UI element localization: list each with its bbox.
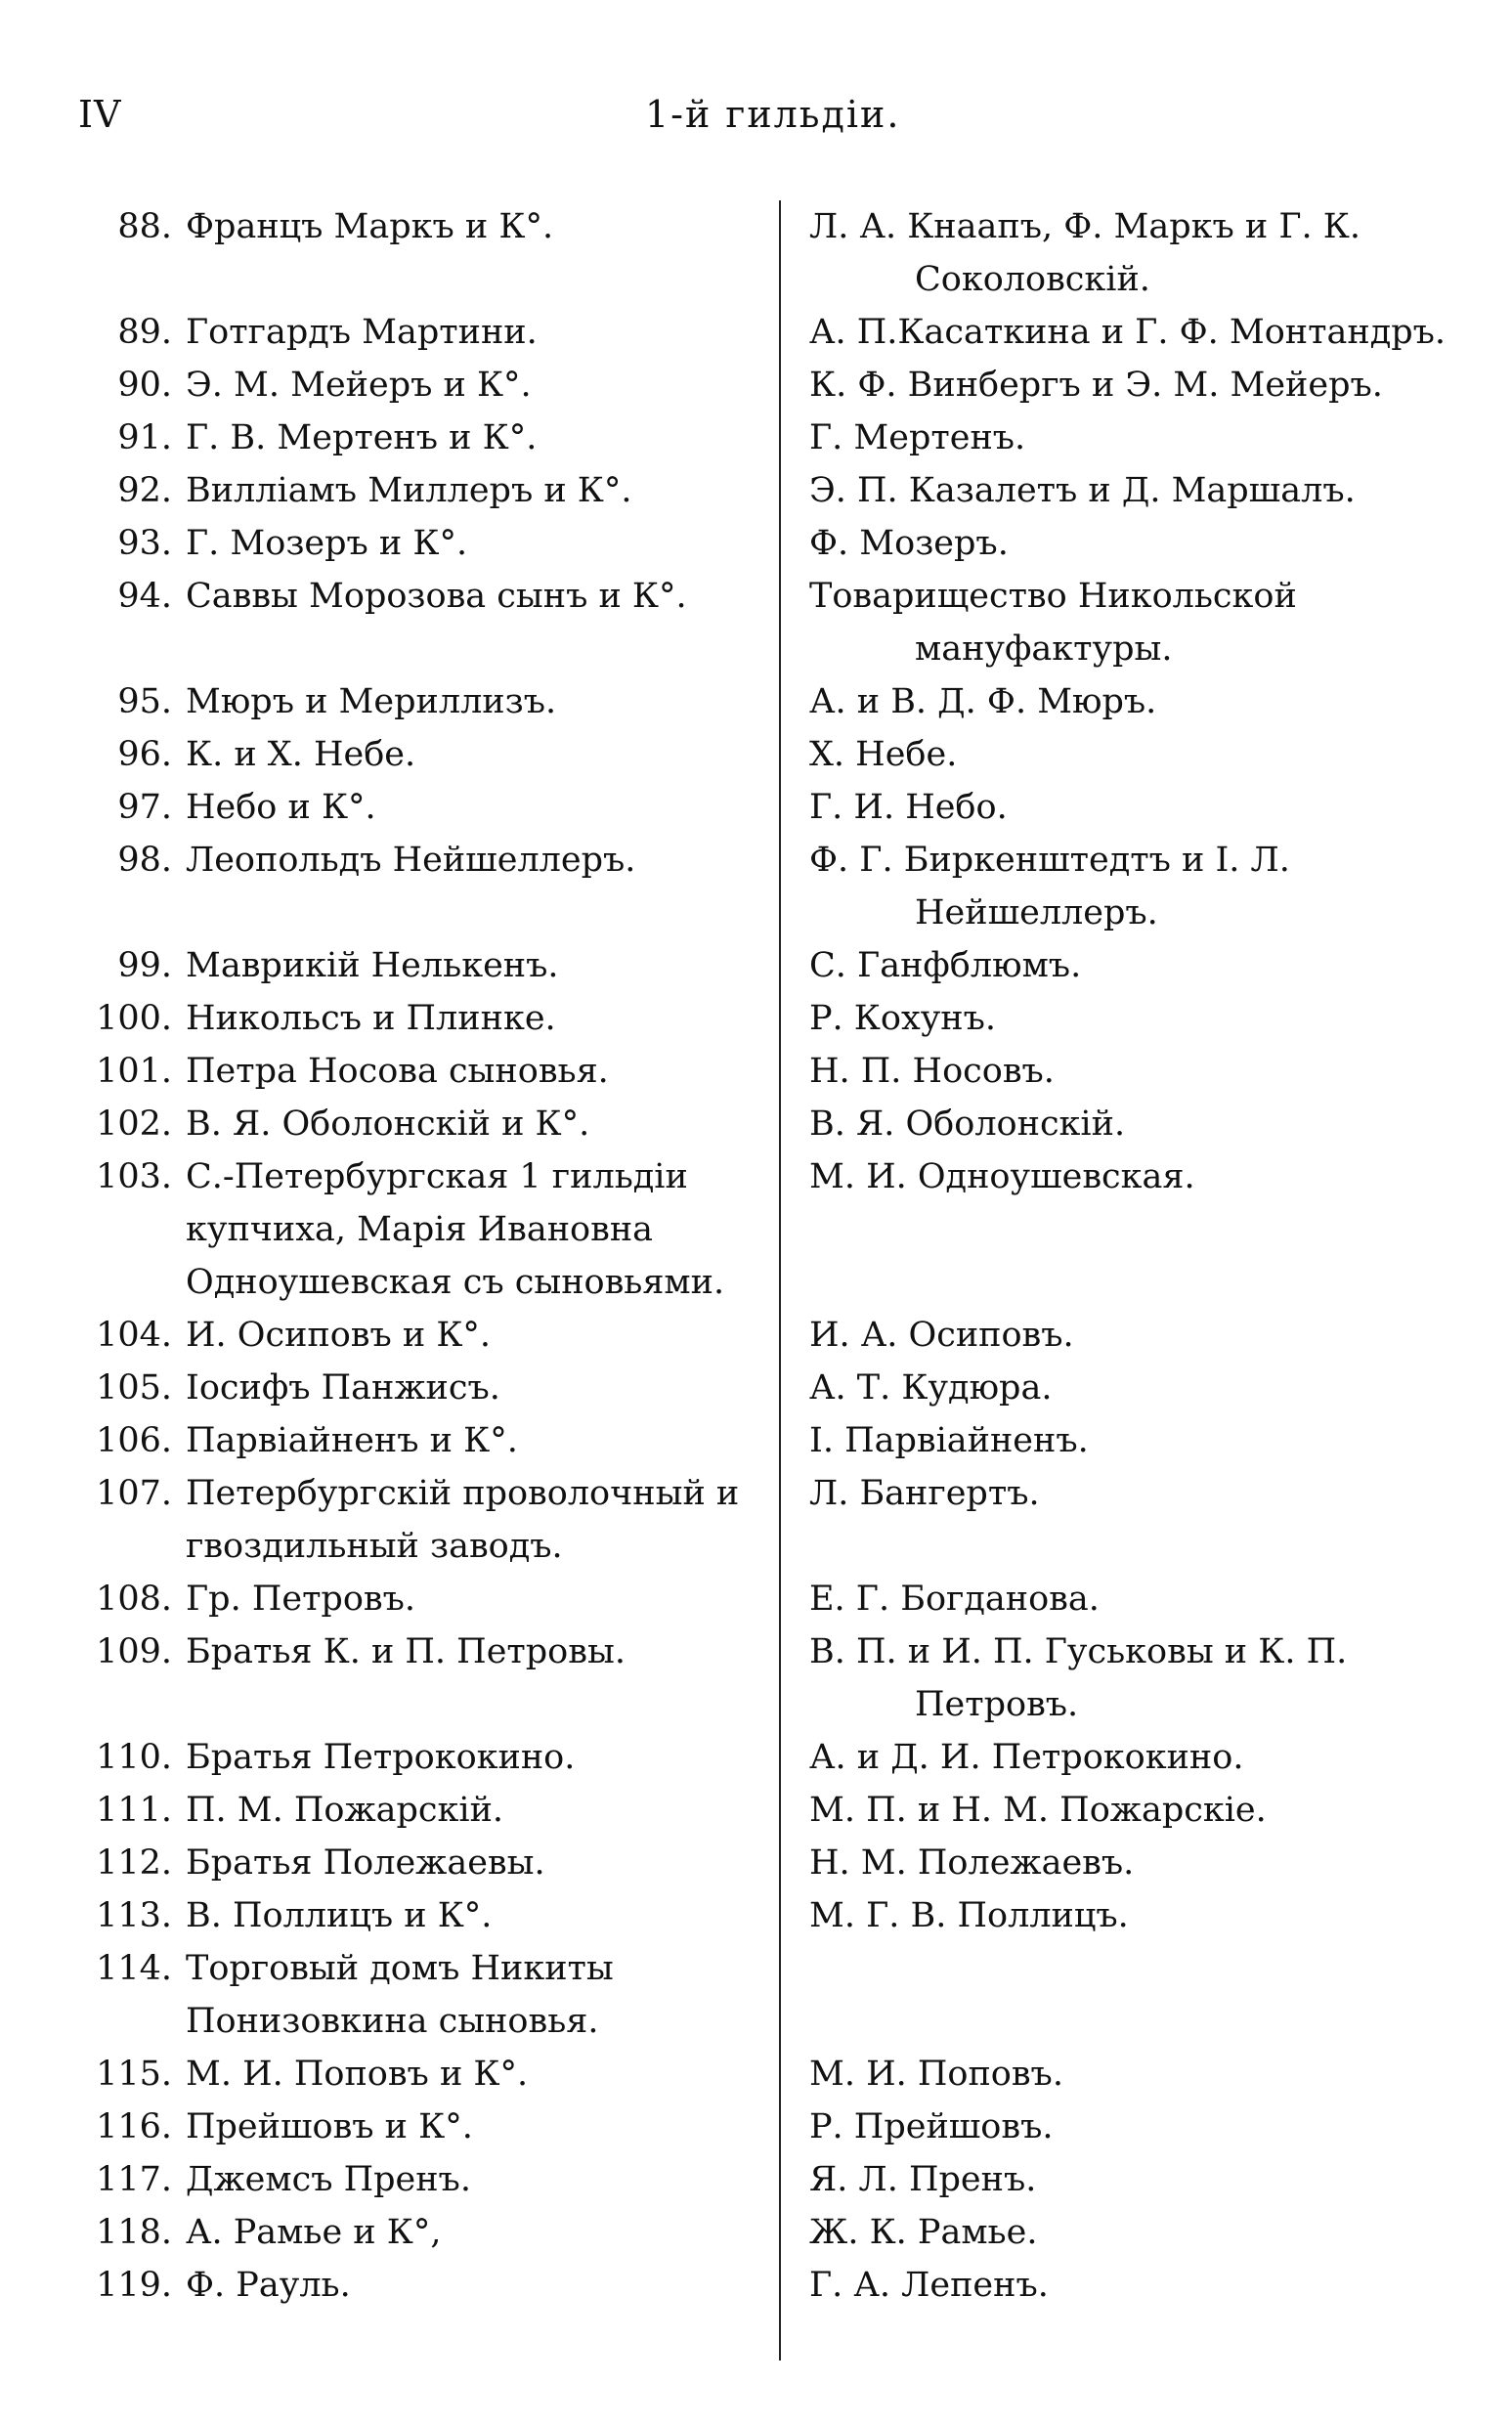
owners-cell [790, 1573, 1493, 1625]
firm-cell [0, 359, 757, 412]
firm-name-wrap [186, 1414, 757, 1467]
entry-row [0, 1837, 1512, 1889]
firm-cell [0, 834, 757, 887]
firm-name: Торговый домъ Никиты Понизовкина сыновья. [186, 1949, 614, 2041]
firm-name: Никольсъ и Плинке. [186, 999, 556, 1038]
owners-names: Э. П. Казалетъ и Д. Маршалъ. [809, 471, 1356, 510]
owners-names: Ф. Мозеръ. [809, 524, 1009, 563]
firm-name-wrap [186, 1573, 757, 1625]
firm-name: Петербургскій проволочный и гвоздильный заводъ. [186, 1474, 740, 1566]
owners-cell [790, 359, 1493, 412]
firm-name-wrap [186, 939, 757, 992]
entry-number: 100. [96, 999, 172, 1038]
entry-row [0, 992, 1512, 1045]
owners-names: Г. Мертенъ. [809, 418, 1026, 457]
running-title: 1-й гильдіи. [645, 93, 901, 136]
firm-cell [0, 570, 757, 623]
entry-number: 108. [96, 1580, 172, 1619]
owners-cell [790, 1889, 1493, 1942]
entry-number: 113. [96, 1896, 172, 1935]
entry-number: 98. [117, 841, 172, 880]
entry-number: 112. [96, 1843, 172, 1883]
entry-row [0, 412, 1512, 464]
owners-names: К. Ф. Винбергъ и Э. М. Мейеръ. [809, 366, 1383, 405]
owners-names: В. П. и И. П. Гуськовы и К. П. Петровъ. [809, 1632, 1348, 1724]
firm-name: С.-Петербургская 1 гильдіи купчиха, Марія Ивановна Одноушевская съ сыновьями. [186, 1157, 725, 1302]
firm-name: Парвіайненъ и К°. [186, 1421, 518, 1460]
firm-name-wrap [186, 1098, 757, 1150]
owners-cell [790, 781, 1493, 834]
entry-row [0, 2206, 1512, 2259]
firm-name: Францъ Маркъ и К°. [186, 207, 554, 246]
entry-row [0, 359, 1512, 412]
entry-number: 110. [96, 1738, 172, 1777]
firm-name: М. И. Поповъ и К°. [186, 2055, 529, 2094]
firm-cell [0, 992, 757, 1045]
entry-row [0, 1942, 1512, 2048]
entry-number: 103. [96, 1157, 172, 1196]
entry-number: 91. [117, 418, 172, 457]
firm-name: Братья К. и П. Петровы. [186, 1632, 626, 1671]
firm-name: П. М. Пожарскій. [186, 1791, 504, 1830]
page-number: IV [78, 93, 122, 136]
firm-name: Саввы Морозова сынъ и К°. [186, 577, 687, 616]
firm-name-wrap [186, 1045, 757, 1098]
entry-row [0, 2259, 1512, 2312]
firm-cell [0, 1045, 757, 1098]
entry-number: 105. [96, 1368, 172, 1408]
firm-cell [0, 1467, 757, 1573]
firm-cell [0, 1150, 757, 1309]
firm-cell [0, 1784, 757, 1837]
firm-name-wrap [186, 1467, 757, 1573]
owners-cell [790, 1414, 1493, 1467]
entry-number: 93. [117, 524, 172, 563]
firm-name-wrap [186, 359, 757, 412]
entry-number: 95. [117, 682, 172, 721]
firm-cell [0, 1098, 757, 1150]
owners-names: В. Я. Оболонскій. [809, 1105, 1126, 1144]
entry-number: 111. [96, 1791, 172, 1830]
entry-number: 114. [96, 1949, 172, 1988]
owners-names: М. И. Одноушевская. [809, 1157, 1195, 1196]
owners-cell [790, 1837, 1493, 1889]
firm-cell [0, 1889, 757, 1942]
entry-row [0, 2048, 1512, 2101]
firm-name-wrap [186, 1731, 757, 1784]
owners-names: І. Парвіайненъ. [809, 1421, 1089, 1460]
entry-number: 102. [96, 1105, 172, 1144]
owners-cell [790, 1467, 1493, 1520]
firm-cell [0, 1942, 757, 2048]
firm-name-wrap [186, 1837, 757, 1889]
entry-number: 116. [96, 2107, 172, 2146]
owners-cell [790, 1625, 1493, 1731]
firm-cell [0, 1573, 757, 1625]
firm-name: Леопольдъ Нейшеллеръ. [186, 841, 636, 880]
entries-list [0, 200, 1512, 2312]
owners-names: Р. Кохунъ. [809, 999, 997, 1038]
entry-row [0, 728, 1512, 781]
owners-names: А. Т. Кудюра. [809, 1368, 1053, 1408]
firm-name-wrap [186, 1150, 757, 1309]
owners-cell [790, 834, 1493, 939]
owners-names: Л. Бангертъ. [809, 1474, 1040, 1513]
owners-names: Р. Прейшовъ. [809, 2107, 1054, 2146]
entry-number: 94. [117, 577, 172, 616]
entry-row [0, 939, 1512, 992]
firm-cell [0, 1731, 757, 1784]
firm-name: Гр. Петровъ. [186, 1580, 416, 1619]
firm-name: Г. Мозеръ и К°. [186, 524, 468, 563]
firm-cell [0, 1625, 757, 1678]
firm-name: В. Я. Оболонскій и К°. [186, 1105, 590, 1144]
firm-name-wrap [186, 1309, 757, 1362]
owners-names: И. А. Осиповъ. [809, 1316, 1074, 1355]
entry-number: 90. [117, 366, 172, 405]
firm-name-wrap [186, 2101, 757, 2153]
owners-names: Н. П. Носовъ. [809, 1052, 1055, 1091]
entry-row [0, 1889, 1512, 1942]
firm-name-wrap [186, 464, 757, 517]
firm-name: Петра Носова сыновья. [186, 1052, 609, 1091]
firm-name: Готгардъ Мартини. [186, 313, 538, 352]
firm-name: В. Поллицъ и К°. [186, 1896, 493, 1935]
firm-cell [0, 2259, 757, 2312]
owners-cell [790, 412, 1493, 464]
entry-row [0, 1045, 1512, 1098]
owners-cell [790, 517, 1493, 570]
owners-cell [790, 728, 1493, 781]
owners-cell [790, 464, 1493, 517]
firm-name: Мюръ и Мериллизъ. [186, 682, 557, 721]
firm-name-wrap [186, 2048, 757, 2101]
firm-name-wrap [186, 2153, 757, 2206]
firm-cell [0, 412, 757, 464]
owners-names: А. и В. Д. Ф. Мюръ. [809, 682, 1157, 721]
firm-name-wrap [186, 1362, 757, 1414]
owners-cell [790, 2259, 1493, 2312]
firm-name: И. Осиповъ и К°. [186, 1316, 492, 1355]
firm-name: К. и Х. Небе. [186, 735, 416, 774]
owners-names: Ф. Г. Биркенштедтъ и І. Л. Нейшеллеръ. [809, 841, 1290, 932]
owners-cell [790, 1309, 1493, 1362]
firm-cell [0, 2101, 757, 2153]
owners-cell [790, 1784, 1493, 1837]
owners-names: Товарищество Никольской мануфактуры. [809, 577, 1297, 669]
entry-row [0, 834, 1512, 939]
firm-name: А. Рамье и К°, [186, 2213, 442, 2252]
entry-row [0, 781, 1512, 834]
firm-name-wrap [186, 517, 757, 570]
entry-row [0, 1150, 1512, 1309]
firm-name-wrap [186, 675, 757, 728]
owners-names: С. Ганфблюмъ. [809, 946, 1082, 985]
firm-name: Вилліамъ Миллеръ и К°. [186, 471, 632, 510]
entry-row [0, 1098, 1512, 1150]
entry-row [0, 306, 1512, 359]
firm-name-wrap [186, 834, 757, 887]
owners-cell [790, 2048, 1493, 2101]
entry-row [0, 1309, 1512, 1362]
firm-cell [0, 2048, 757, 2101]
owners-cell [790, 2153, 1493, 2206]
owners-cell [790, 200, 1493, 306]
entry-row [0, 2101, 1512, 2153]
owners-names: Я. Л. Пренъ. [809, 2160, 1037, 2199]
firm-cell [0, 728, 757, 781]
entry-row [0, 1731, 1512, 1784]
firm-cell [0, 464, 757, 517]
firm-name: Прейшовъ и К°. [186, 2107, 473, 2146]
entry-number: 109. [96, 1632, 172, 1671]
owners-cell [790, 675, 1493, 728]
entry-number: 117. [96, 2160, 172, 2199]
entry-number: 118. [96, 2213, 172, 2252]
entry-row [0, 517, 1512, 570]
entry-row [0, 1362, 1512, 1414]
owners-cell [790, 1150, 1493, 1203]
firm-name-wrap [186, 412, 757, 464]
firm-name: Ф. Рауль. [186, 2266, 351, 2305]
entry-row [0, 675, 1512, 728]
entry-number: 92. [117, 471, 172, 510]
entry-number: 104. [96, 1316, 172, 1355]
owners-names: Ж. К. Рамье. [809, 2213, 1038, 2252]
entry-number: 106. [96, 1421, 172, 1460]
firm-cell [0, 2206, 757, 2259]
entry-number: 107. [96, 1474, 172, 1513]
entry-row [0, 1573, 1512, 1625]
firm-name-wrap [186, 1625, 757, 1678]
firm-cell [0, 1414, 757, 1467]
firm-cell [0, 1309, 757, 1362]
firm-name: Маврикій Нелькенъ. [186, 946, 559, 985]
owners-names: Г. А. Лепенъ. [809, 2266, 1049, 2305]
entry-number: 96. [117, 735, 172, 774]
firm-cell [0, 1362, 757, 1414]
owners-names: М. П. и Н. М. Пожарскіе. [809, 1791, 1267, 1830]
owners-names: Х. Небе. [809, 735, 958, 774]
firm-name-wrap [186, 992, 757, 1045]
entry-row [0, 464, 1512, 517]
owners-names: Е. Г. Богданова. [809, 1580, 1100, 1619]
entry-row [0, 2153, 1512, 2206]
firm-name-wrap [186, 570, 757, 623]
firm-name-wrap [186, 2206, 757, 2259]
entry-row [0, 200, 1512, 306]
owners-cell [790, 1045, 1493, 1098]
entry-number: 89. [117, 313, 172, 352]
firm-name: Небо и К°. [186, 788, 376, 827]
owners-cell [790, 1362, 1493, 1414]
owners-names: Н. М. Полежаевъ. [809, 1843, 1135, 1883]
entry-number: 97. [117, 788, 172, 827]
firm-name-wrap [186, 200, 757, 253]
owners-names: М. И. Поповъ. [809, 2055, 1063, 2094]
owners-names: А. и Д. И. Петрококино. [809, 1738, 1244, 1777]
firm-name-wrap [186, 1784, 757, 1837]
firm-cell [0, 939, 757, 992]
firm-name: Г. В. Мертенъ и К°. [186, 418, 538, 457]
firm-name: Джемсъ Пренъ. [186, 2160, 471, 2199]
firm-name-wrap [186, 1889, 757, 1942]
entry-row [0, 1625, 1512, 1731]
owners-names: Г. И. Небо. [809, 788, 1008, 827]
page-header [78, 93, 1466, 152]
firm-name-wrap [186, 306, 757, 359]
owners-names: Л. А. Кнаапъ, Ф. Маркъ и Г. К. Соколовскій. [809, 207, 1361, 299]
owners-names: М. Г. В. Поллицъ. [809, 1896, 1129, 1935]
entry-number: 119. [96, 2266, 172, 2305]
firm-cell [0, 306, 757, 359]
owners-cell [790, 1731, 1493, 1784]
firm-name-wrap [186, 781, 757, 834]
firm-name: Братья Полежаевы. [186, 1843, 545, 1883]
firm-cell [0, 517, 757, 570]
firm-name-wrap [186, 1942, 757, 2048]
entry-number: 101. [96, 1052, 172, 1091]
firm-cell [0, 781, 757, 834]
entry-number: 115. [96, 2055, 172, 2094]
firm-name-wrap [186, 728, 757, 781]
owners-cell [790, 1098, 1493, 1150]
owners-cell [790, 992, 1493, 1045]
owners-cell [790, 570, 1493, 675]
owners-cell [790, 939, 1493, 992]
firm-cell [0, 675, 757, 728]
entry-number: 88. [117, 207, 172, 246]
owners-cell [790, 2101, 1493, 2153]
owners-names: А. П.Касаткина и Г. Ф. Монтандръ. [809, 313, 1447, 352]
firm-name: Іосифъ Панжисъ. [186, 1368, 500, 1408]
owners-cell [790, 2206, 1493, 2259]
firm-cell [0, 1837, 757, 1889]
entry-row [0, 570, 1512, 675]
firm-cell [0, 200, 757, 253]
entry-number: 99. [117, 946, 172, 985]
entry-row [0, 1467, 1512, 1573]
entry-row [0, 1414, 1512, 1467]
firm-name-wrap [186, 2259, 757, 2312]
entry-row [0, 1784, 1512, 1837]
firm-name: Э. М. Мейеръ и К°. [186, 366, 532, 405]
firm-cell [0, 2153, 757, 2206]
firm-name: Братья Петрококино. [186, 1738, 576, 1777]
owners-cell [790, 306, 1493, 359]
